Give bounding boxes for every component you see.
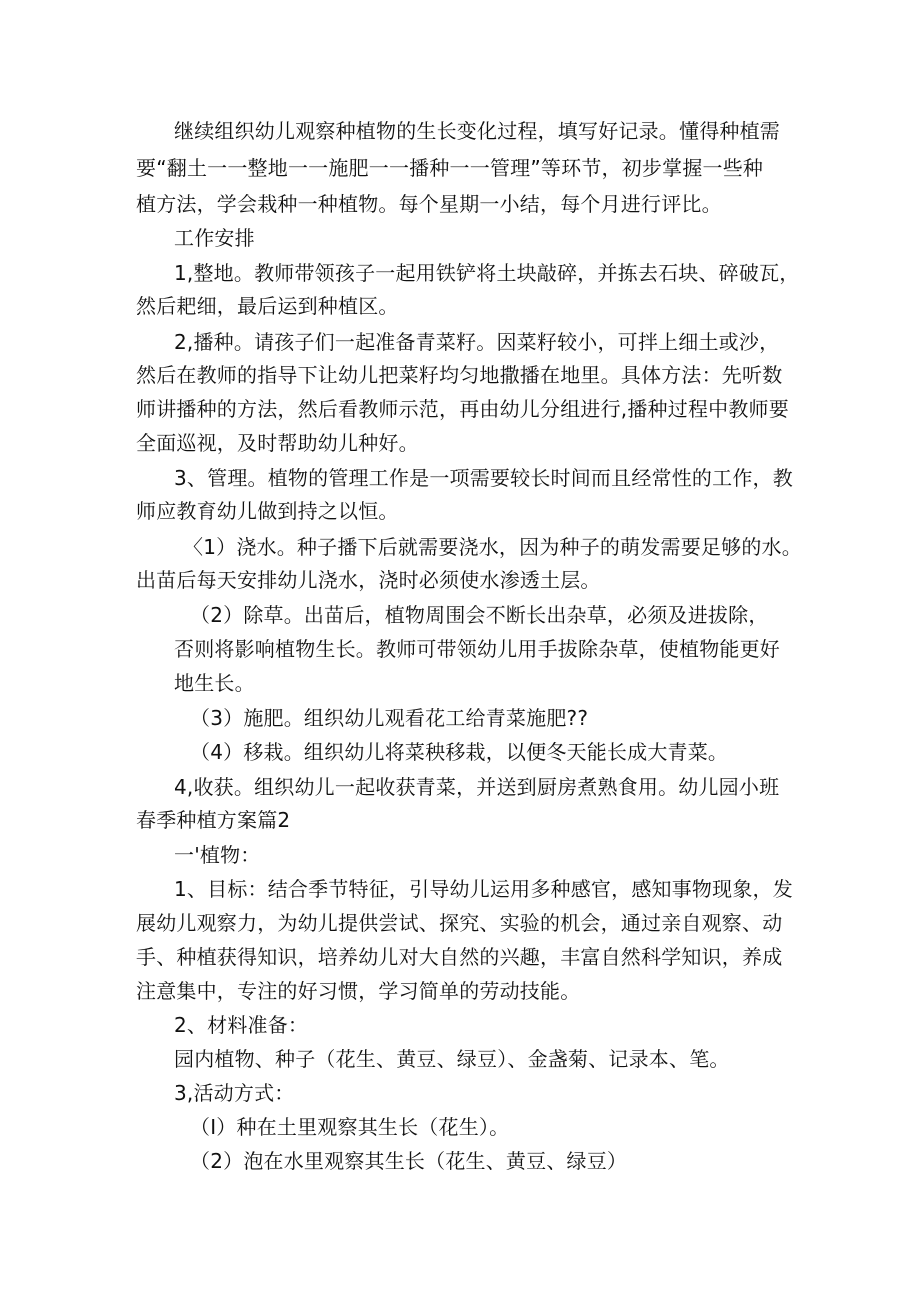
paragraph-line: 全面巡视，及时帮助幼儿种好。 [136, 431, 419, 455]
paragraph-line: 出苗后每天安排幼儿浇水，浇时必须使水渗透土层。 [136, 568, 601, 592]
section-heading: 一'植物： [174, 843, 261, 867]
paragraph-line: 2、材料准备： [174, 1013, 309, 1037]
paragraph-line: （I）种在土里观察其生长（花生）。 [190, 1115, 510, 1139]
paragraph-line: 2,播种。请孩子们一起准备青菜籽。因菜籽较小，可拌上细土或沙， [174, 330, 780, 354]
paragraph-line: 〈1）浇水。种子播下后就需要浇水，因为种子的萌发需要足够的水。 [183, 535, 802, 559]
paragraph-line: 展幼儿观察力，为幼儿提供尝试、探究、实验的机会，通过亲自观察、动 [136, 911, 783, 935]
paragraph-line: （3）施肥。组织幼儿观看花工给青菜施肥?? [190, 706, 589, 730]
paragraph-line: 春季种植方案篇2 [136, 808, 291, 832]
paragraph-line: （2）除草。出苗后，植物周围会不断长出杂草，必须及进拔除， [190, 603, 769, 627]
paragraph-line: 1,整地。教师带领孩子一起用铁铲将土块敲碎，并拣去石块、碎破瓦， [174, 261, 800, 285]
paragraph-line: （2）泡在水里观察其生长（花生、黄豆、绿豆） [190, 1149, 628, 1173]
paragraph-line: 师讲播种的方法，然后看教师示范，再由幼儿分组进行,播种过程中教师要 [136, 397, 789, 421]
paragraph-line: 然后耙细，最后运到种植区。 [136, 294, 399, 318]
paragraph-line: 要“翻土一一整地一一施肥一一播种一一管理”等环节，初步掌握一些种 [136, 156, 764, 180]
paragraph-line: 师应教育幼儿做到持之以恒。 [136, 499, 399, 523]
paragraph-line: 3,活动方式： [174, 1081, 295, 1105]
paragraph-line: 继续组织幼儿观察种植物的生长变化过程，填写好记录。懂得种植需 [174, 119, 780, 143]
paragraph-line: （4）移栽。组织幼儿将菜秧移栽，以便冬天能长成大青菜。 [190, 740, 729, 764]
section-heading: 工作安排 [174, 226, 255, 250]
paragraph-line: 否则将影响植物生长。教师可带领幼儿用手拔除杂草，使植物能更好 [174, 637, 780, 661]
paragraph-line: 手、种植获得知识，培养幼儿对大自然的兴趣，丰富自然科学知识，养成 [136, 945, 783, 969]
paragraph-line: 园内植物、种子（花生、黄豆、绿豆）、金盏菊、记录本、笔。 [174, 1047, 730, 1071]
paragraph-line: 3、管理。植物的管理工作是一项需要较长时间而且经常性的工作，教 [174, 466, 793, 490]
paragraph-line: 4,收获。组织幼儿一起收获青菜，并送到厨房煮熟食用。幼儿园小班 [174, 775, 780, 799]
paragraph-line: 植方法，学会栽种一种植物。每个星期一小结，每个月进行评比。 [136, 192, 722, 216]
paragraph-line: 然后在教师的指导下让幼儿把菜籽均匀地撒播在地里。具体方法：先听数 [136, 363, 783, 387]
paragraph-line: 注意集中，专注的好习惯，学习简单的劳动技能。 [136, 979, 581, 1003]
paragraph-line: 地生长。 [174, 671, 255, 695]
paragraph-line: 1、目标：结合季节特征，引导幼儿运用多种感官，感知事物现象，发 [174, 877, 793, 901]
